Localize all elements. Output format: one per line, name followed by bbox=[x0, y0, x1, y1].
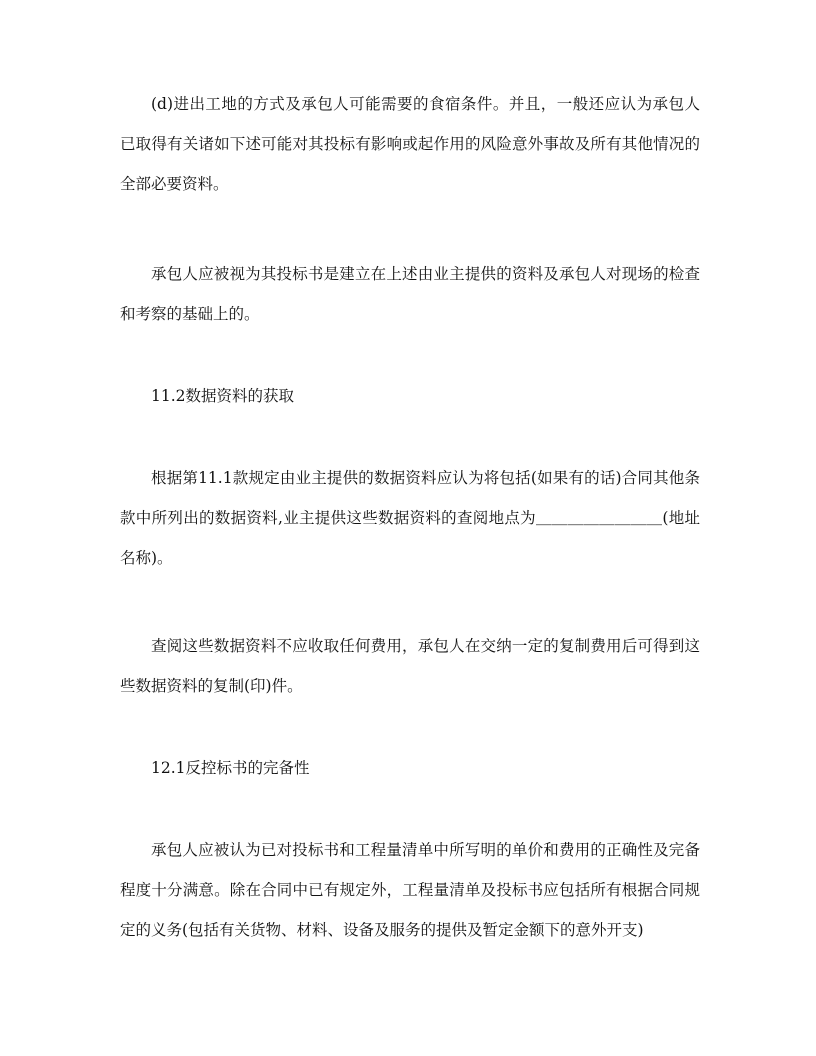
paragraph-tender-completeness bbox=[120, 830, 700, 950]
paragraph-data-copy bbox=[120, 626, 700, 706]
section-heading: 12.1反控标书的完备性 bbox=[151, 759, 310, 777]
paragraph-text: 根据第11.1款规定由业主提供的数据资料应认为将包括(如果有的话)合同其他条款中所列出的数据资料,业主提供这些数据资料的查阅地点为＿＿＿＿＿＿＿＿(地址名称)。 bbox=[120, 469, 700, 567]
paragraph-site-access bbox=[120, 84, 700, 204]
paragraph-text: 查阅这些数据资料不应收取任何费用，承包人在交纳一定的复制费用后可得到这些数据资料的复制(印)件。 bbox=[120, 637, 700, 695]
paragraph-text: (d)进出工地的方式及承包人可能需要的食宿条件。并且，一般还应认为承包人已取得有关诸如下述可能对其投标有影响或起作用的风险意外事故及所有其他情况的全部必要资料。 bbox=[120, 95, 700, 193]
paragraph-text: 承包人应被认为已对投标书和工程量清单中所写明的单价和费用的正确性及完备程度十分满意。除在合同中已有规定外，工程量清单及投标书应包括所有根据合同规定的义务(包括有关货物、材料、设备及服务的提供及暂定金额下的意外开支) bbox=[120, 841, 700, 939]
paragraph-data-access bbox=[120, 458, 700, 578]
paragraph-tender-basis bbox=[120, 254, 700, 334]
paragraph-text: 承包人应被视为其投标书是建立在上述由业主提供的资料及承包人对现场的检查和考察的基础上的。 bbox=[120, 265, 700, 323]
section-heading-11-2 bbox=[120, 376, 700, 416]
section-heading-12-1 bbox=[120, 748, 700, 788]
section-heading: 11.2数据资料的获取 bbox=[151, 387, 295, 405]
